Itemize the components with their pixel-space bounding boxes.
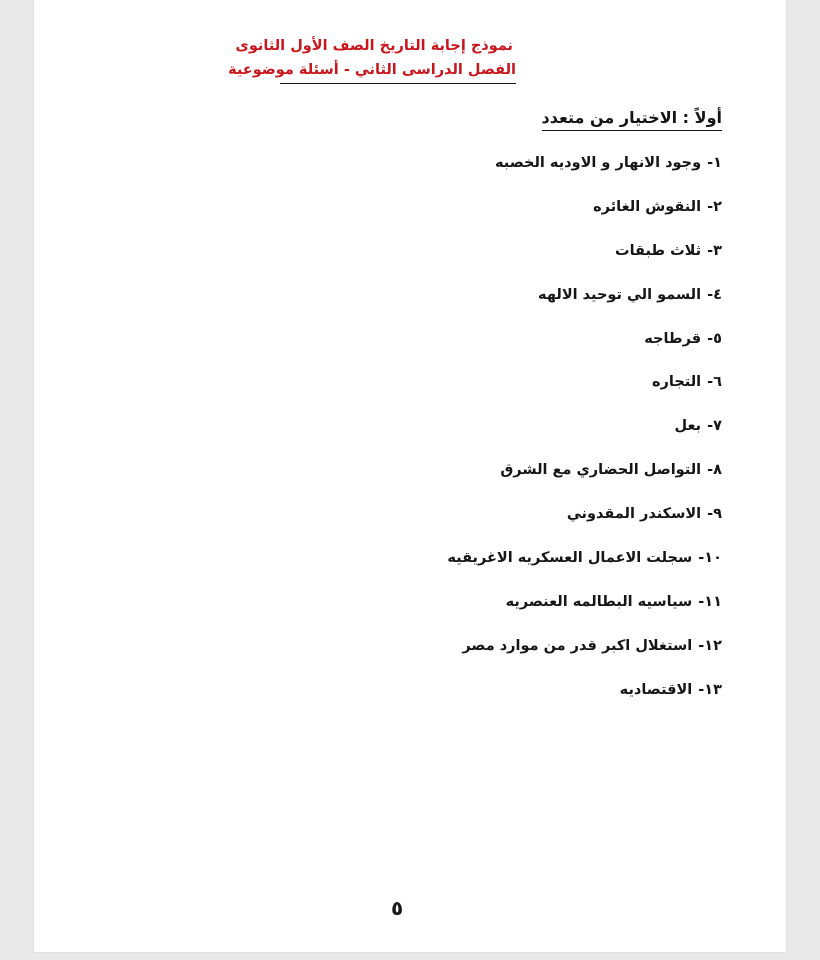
answer-text: الاسكندر المقدوني [566, 506, 702, 523]
header-subtitle: الفصل الدراسى الثاني - أسئلة موضوعية [228, 62, 516, 78]
answer-number: ١- [707, 155, 722, 171]
answer-text: التجاره [651, 374, 702, 391]
answer-text: سياسيه البطالمه العنصريه [505, 593, 693, 610]
answer-number: ٢- [707, 198, 722, 215]
answer-text: الاقتصاديه [619, 681, 693, 698]
answer-text: سجلت الاعمال العسكريه الاغريقيه [447, 550, 693, 567]
answer-item [447, 458, 722, 502]
answer-number: ٨- [707, 462, 722, 479]
answer-number: ١٢- [698, 637, 722, 654]
document-page [34, 0, 786, 952]
answer-number: ٧- [707, 418, 722, 435]
answer-number: ٩- [707, 506, 722, 523]
page-number: ٥ [391, 896, 404, 920]
answer-number: ٥- [707, 330, 722, 347]
answer-text: قرطاجه [644, 330, 702, 347]
answer-item [447, 634, 722, 678]
answer-item [447, 195, 722, 239]
answer-item [447, 678, 722, 722]
answer-number: ١١- [698, 593, 722, 610]
header-title: نموذج إجابة التاريخ الصف الأول الثانوى [235, 38, 513, 54]
answer-number: ٣- [707, 242, 722, 259]
answer-text: النقوش الغائره [593, 198, 702, 215]
document-header [228, 34, 516, 84]
answer-list [447, 151, 722, 722]
answer-text: السمو الي توحيد الالهه [538, 286, 702, 303]
answer-item [447, 546, 722, 590]
answer-item [447, 283, 722, 327]
answer-item [447, 151, 722, 195]
answer-item [447, 502, 722, 546]
answer-number: ٦- [707, 374, 722, 391]
answer-item [447, 414, 722, 458]
answer-number: ١٣- [698, 681, 722, 698]
answer-text: بعل [674, 418, 702, 435]
answer-text: وجود الانهار و الاوديه الخصبه [495, 155, 702, 171]
answer-number: ٤- [707, 286, 722, 303]
answer-text: استغلال اكبر قدر من موارد مصر [462, 637, 693, 654]
answer-item [447, 370, 722, 414]
header-underline [280, 83, 516, 84]
answer-number: ١٠- [698, 550, 722, 567]
answer-item [447, 239, 722, 283]
answer-text: التواصل الحضاري مع الشرق [500, 462, 702, 479]
answer-text: ثلاث طبقات [615, 242, 702, 259]
section-heading [542, 108, 722, 131]
answer-item [447, 327, 722, 371]
answer-item [447, 590, 722, 634]
section-heading-text: أولاً : الاختيار من متعدد [542, 108, 722, 131]
